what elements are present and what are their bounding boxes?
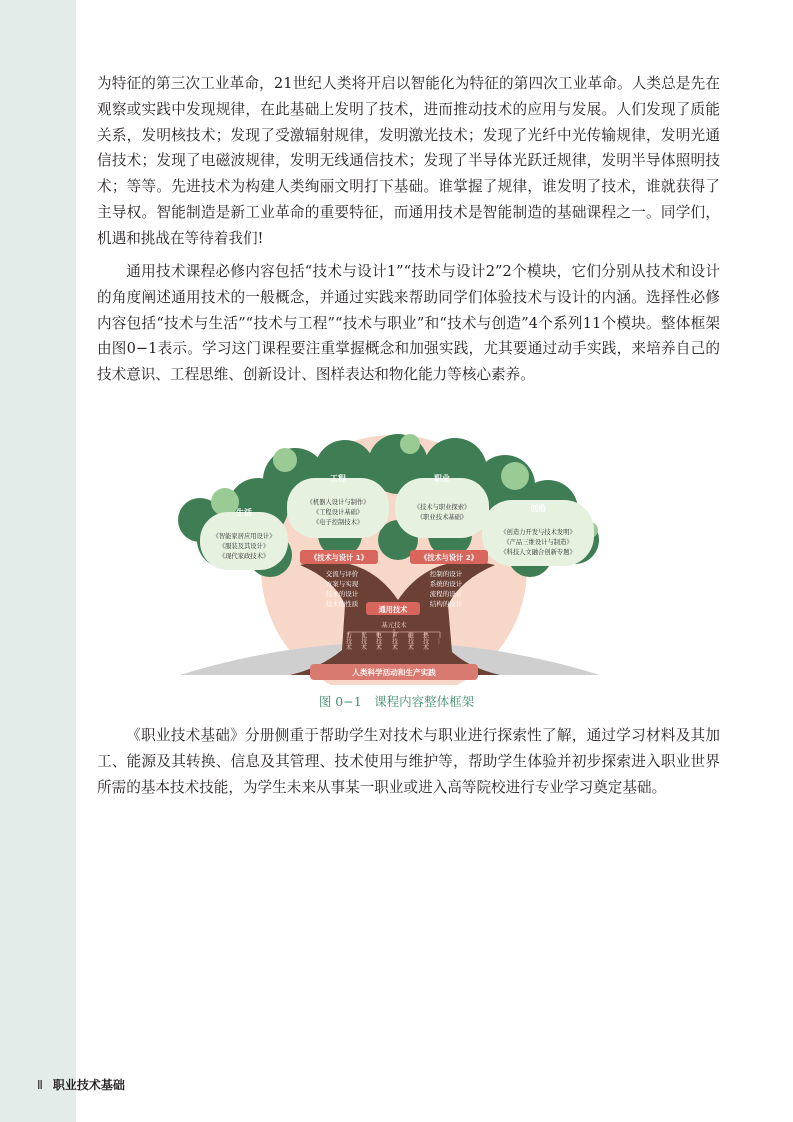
root-tech: 热技术 xyxy=(421,632,429,650)
body-paragraph-1: 为特征的第三次工业革命，21世纪人类将开启以智能化为特征的第四次工业革命。人类总是先在观察或实践中发现规律，在此基础上发明了技术，进而推动技术的应用与发展。人们发现了质能关系，发明核技术；发现了受激辐射规律，发明激光技术；发现了光纤中光传输规律，发明光通信技术；发现了电磁波规律，发明无线通信技术；发现了半导体光跃迁规律，发明半导体照明技术；等等。先进技术为构建人类绚丽文明打下基础。谁掌握了规律，谁发明了技术，谁就获得了主导权。智能制造是新工业革命的重要特征，而通用技术是智能制造的基础课程之一。同学们，机遇和挑战在等待着我们! xyxy=(97,75,720,247)
engineering-box xyxy=(287,478,389,538)
design-2-topic: 流程的设计 xyxy=(429,590,463,598)
life-item: 《智能家居应用设计》 xyxy=(212,533,276,540)
design-2-topic: 结构的设计 xyxy=(429,600,463,608)
base-label: 人类科学活动和生产实践 xyxy=(352,668,436,677)
design-2-label: 《技术与设计 2》 xyxy=(420,553,478,562)
career-item: 《技术与职业探索》 xyxy=(413,504,471,511)
tree-diagram xyxy=(170,430,610,685)
root-tech: 力技术 xyxy=(344,632,352,650)
design-1-topic: 技术的设计 xyxy=(325,590,359,598)
design-2-topic: 控制的设计 xyxy=(429,570,463,578)
margin-band xyxy=(0,0,76,1122)
root-tech: 电技术 xyxy=(374,632,382,650)
course-framework-tree-figure xyxy=(170,430,610,685)
body-paragraph-3: 《职业技术基础》分册侧重于帮助学生对技术与职业进行探索性了解，通过学习材料及其加工、能源及其转换、信息及其管理、技术使用与维护等，帮助学生体验并初步探索进入职业世界所需的基本技术技能，为学生未来从事某一职业或进入高等院校进行专业学习奠定基础。 xyxy=(97,727,720,796)
page-footer xyxy=(37,1076,125,1093)
creation-title: 创造 xyxy=(530,504,546,513)
creation-item: 《科技人文融合创新专题》 xyxy=(500,549,576,556)
design-1-topic: 交流与评价 xyxy=(325,570,359,578)
design-1-label: 《技术与设计 1》 xyxy=(310,553,368,562)
figure-caption: 图 0−1 课程内容整体框架 xyxy=(318,694,475,709)
design-1-topic: 方案与实现 xyxy=(325,580,359,588)
engineering-item: 《机器人设计与制作》 xyxy=(306,499,370,506)
page-number: Ⅱ xyxy=(37,1078,43,1092)
root-tech: 磁技术 xyxy=(406,632,414,650)
creation-item: 《创造力开发与技术发明》 xyxy=(500,529,576,536)
design-1-topic: 技术的性质 xyxy=(325,600,359,608)
root-tech: 声技术 xyxy=(390,632,398,650)
engineering-item: 《工程设计基础》 xyxy=(312,509,364,516)
trunk-label: 通用技术 xyxy=(378,605,408,614)
life-item: 《服装及其设计》 xyxy=(218,543,270,550)
root-tech: 光技术 xyxy=(359,632,367,650)
basic-tech-label: 基元技术 xyxy=(381,622,407,629)
root-tech: … xyxy=(436,638,444,644)
life-box xyxy=(200,512,288,570)
body-paragraph-2: 通用技术课程必修内容包括“技术与设计1”“技术与设计2”2个模块，它们分别从技术和设计的角度阐述通用技术的一般概念，并通过实践来帮助同学们体验技术与设计的内涵。选择性必修内容包括“技术与生活”“技术与工程”“技术与职业”和“技术与创造”4个系列11个模块。整体框架由图0−1表示。学习这门课程要注重掌握概念和加强实践，尤其要通过动手实践，来培养自己的技术意识、工程思维、创新设计、图样表达和物化能力等核心素养。 xyxy=(97,263,720,384)
career-item: 《职业技术基础》 xyxy=(416,514,468,521)
career-title: 职业 xyxy=(434,474,450,483)
design-2-topic: 系统的设计 xyxy=(429,580,463,588)
book-title: 职业技术基础 xyxy=(52,1078,125,1092)
life-title: 生活 xyxy=(236,508,252,517)
engineering-title: 工程 xyxy=(330,474,346,483)
creation-item: 《产品三维设计与制造》 xyxy=(503,539,573,546)
life-item: 《现代家政技术》 xyxy=(218,553,270,560)
engineering-item: 《电子控制技术》 xyxy=(312,519,364,526)
